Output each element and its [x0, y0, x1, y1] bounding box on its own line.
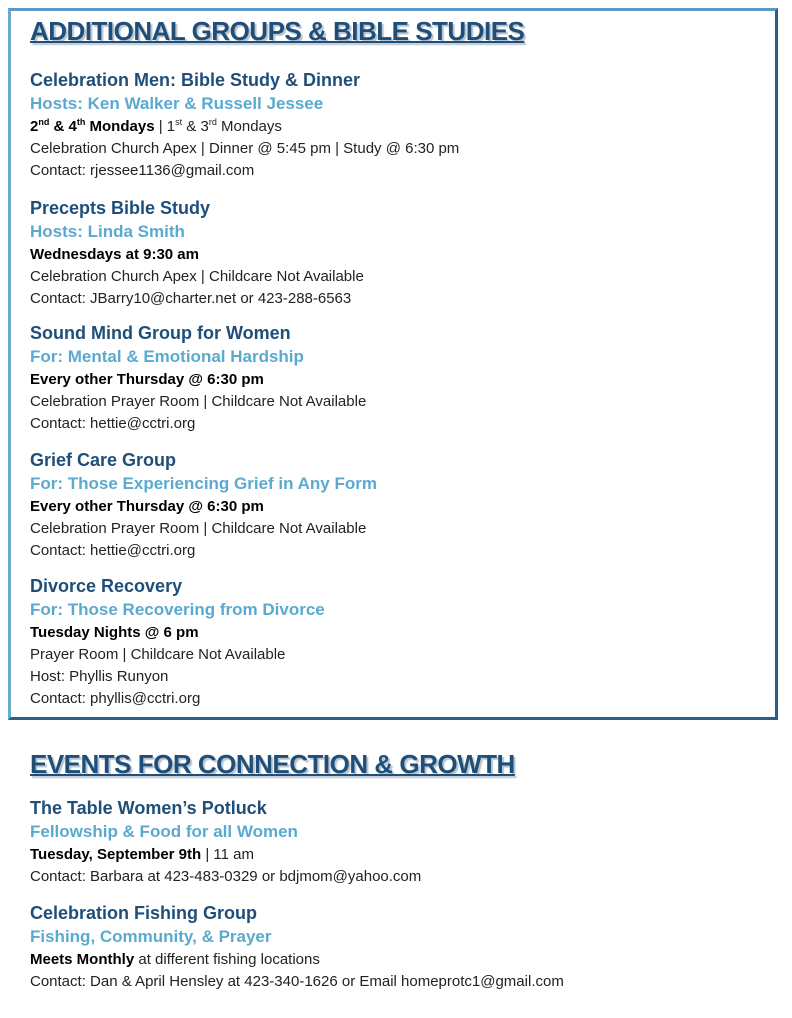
event-subtitle: Fellowship & Food for all Women [30, 822, 298, 841]
event-schedule: Meets Monthly at different fishing locations [30, 951, 320, 968]
event-title: Celebration Fishing Group [30, 903, 258, 923]
group-contact: Contact: rjessee1136@gmail.com [30, 162, 255, 179]
group-contact: Contact: phyllis@cctri.org [30, 690, 201, 707]
event-table-potluck [30, 796, 770, 888]
group-for: For: Those Experiencing Grief in Any Form [30, 474, 377, 493]
group-title: Sound Mind Group for Women [30, 323, 291, 343]
group-schedule: Wednesdays at 9:30 am [30, 246, 199, 263]
group-contact: Contact: JBarry10@charter.net or 423-288-6563 [30, 290, 352, 307]
group-title: Precepts Bible Study [30, 198, 211, 218]
group-location: Celebration Prayer Room | Childcare Not Available [30, 520, 367, 537]
group-schedule: 2nd & 4th Mondays | 1st & 3rd Mondays [30, 117, 282, 135]
group-schedule: Tuesday Nights @ 6 pm [30, 624, 199, 641]
event-contact: Contact: Barbara at 423-483-0329 or bdjmom@yahoo.com [30, 868, 422, 885]
group-host: Host: Phyllis Runyon [30, 668, 169, 685]
group-location: Celebration Prayer Room | Childcare Not Available [30, 393, 367, 410]
event-title: The Table Women’s Potluck [30, 798, 267, 818]
event-date: Tuesday, September 9th | 11 am [30, 846, 254, 863]
group-precepts [30, 196, 770, 310]
group-location: Prayer Room | Childcare Not Available [30, 646, 286, 663]
group-hosts: Hosts: Linda Smith [30, 222, 185, 241]
group-hosts: Hosts: Ken Walker & Russell Jessee [30, 94, 324, 113]
group-contact: Contact: hettie@cctri.org [30, 542, 196, 559]
event-subtitle: Fishing, Community, & Prayer [30, 927, 272, 946]
group-for: For: Those Recovering from Divorce [30, 600, 325, 619]
group-location: Celebration Church Apex | Dinner @ 5:45 pm | Study @ 6:30 pm [30, 140, 460, 157]
event-contact: Contact: Dan & April Hensley at 423-340-1626 or Email homeprotc1@gmail.com [30, 973, 564, 990]
group-grief-care [30, 448, 770, 562]
group-divorce-recovery [30, 574, 770, 710]
event-fishing-group [30, 901, 770, 993]
group-for: For: Mental & Emotional Hardship [30, 347, 304, 366]
section-heading-groups: ADDITIONAL GROUPS & BIBLE STUDIES [30, 16, 525, 46]
group-schedule: Every other Thursday @ 6:30 pm [30, 371, 264, 388]
group-sound-mind [30, 321, 770, 435]
group-location: Celebration Church Apex | Childcare Not Available [30, 268, 364, 285]
group-celebration-men [30, 68, 770, 182]
group-title: Divorce Recovery [30, 576, 183, 596]
group-schedule: Every other Thursday @ 6:30 pm [30, 498, 264, 515]
group-contact: Contact: hettie@cctri.org [30, 415, 196, 432]
group-title: Grief Care Group [30, 450, 177, 470]
section-heading-events: EVENTS FOR CONNECTION & GROWTH [30, 749, 515, 779]
group-title: Celebration Men: Bible Study & Dinner [30, 70, 361, 90]
